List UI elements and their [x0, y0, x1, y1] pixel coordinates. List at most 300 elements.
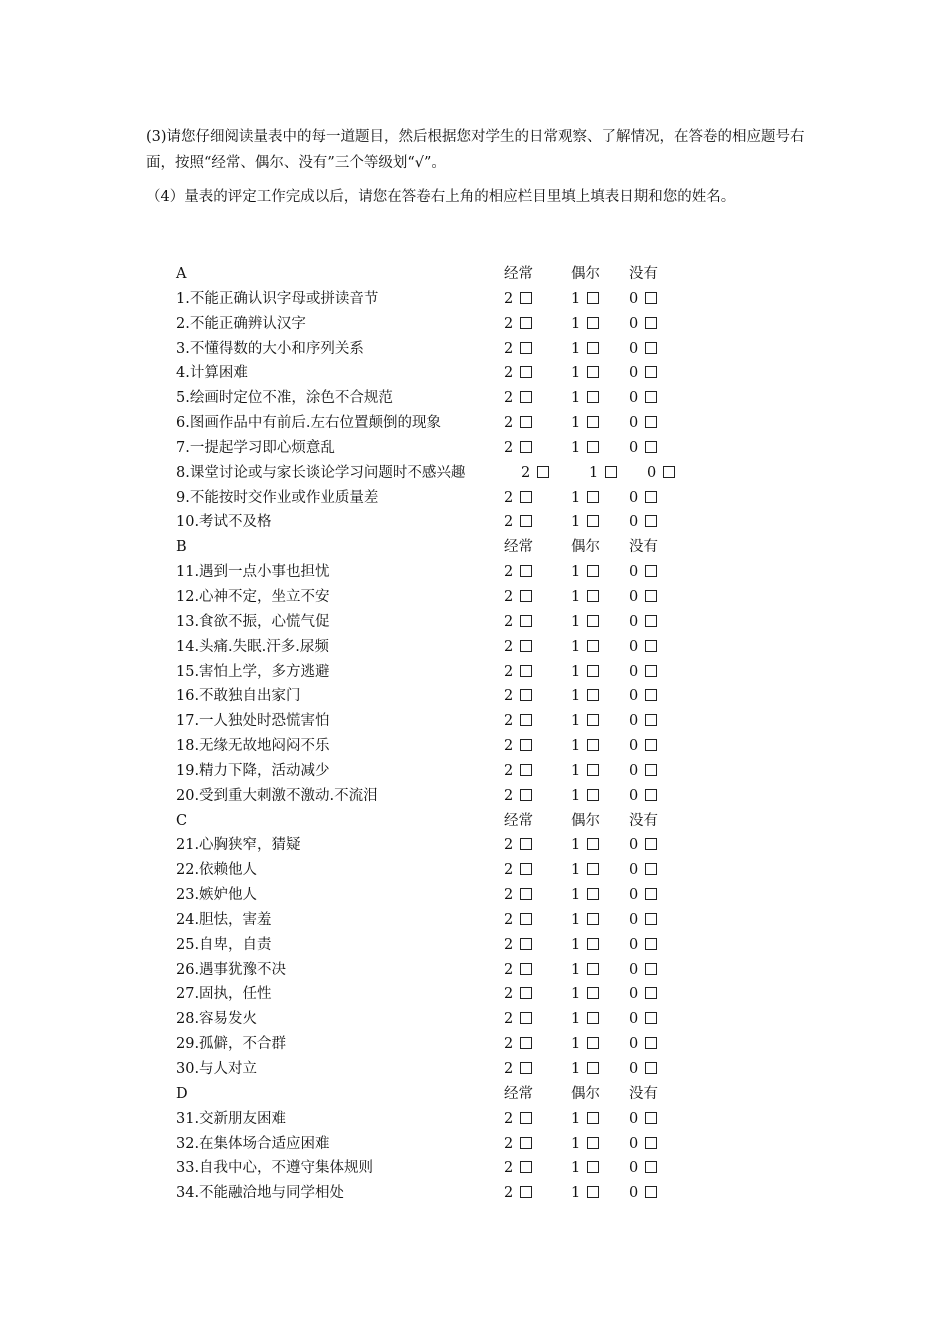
- score-value: 0: [629, 638, 639, 655]
- checkbox[interactable]: [520, 515, 532, 527]
- checkbox[interactable]: [587, 764, 599, 776]
- checkbox[interactable]: [605, 466, 617, 478]
- checkbox[interactable]: [520, 491, 532, 503]
- checkbox[interactable]: [645, 888, 657, 900]
- checkbox[interactable]: [520, 913, 532, 925]
- rating-option: [504, 759, 532, 784]
- question-row: [176, 386, 696, 411]
- rating-option: [504, 883, 532, 908]
- checkbox[interactable]: [520, 1186, 532, 1198]
- score-value: 2: [504, 1185, 514, 1202]
- checkbox[interactable]: [520, 1137, 532, 1149]
- score-value: 1: [571, 390, 581, 407]
- rating-option: [629, 1132, 657, 1157]
- checkbox[interactable]: [520, 366, 532, 378]
- score-value: 1: [571, 986, 581, 1003]
- score-value: 0: [629, 936, 639, 953]
- column-label: 没有: [629, 812, 658, 829]
- checkbox[interactable]: [587, 491, 599, 503]
- checkbox[interactable]: [587, 888, 599, 900]
- score-value: 2: [504, 986, 514, 1003]
- checkbox[interactable]: [520, 565, 532, 577]
- score-value: 1: [571, 887, 581, 904]
- checkbox[interactable]: [645, 714, 657, 726]
- rating-option: [504, 361, 532, 386]
- checkbox[interactable]: [520, 987, 532, 999]
- score-value: 0: [629, 613, 639, 630]
- question-row: [176, 1057, 696, 1082]
- rating-option: [571, 709, 599, 734]
- checkbox[interactable]: [587, 1012, 599, 1024]
- rating-option: [571, 1107, 599, 1132]
- rating-option: [571, 337, 599, 362]
- checkbox[interactable]: [587, 913, 599, 925]
- question-row: [176, 560, 696, 585]
- rating-option: [504, 560, 532, 585]
- checkbox[interactable]: [520, 838, 532, 850]
- rating-option: [647, 461, 675, 486]
- score-value: 2: [504, 1011, 514, 1028]
- rating-option: [629, 660, 657, 685]
- score-value: 0: [629, 315, 639, 332]
- score-value: 0: [629, 663, 639, 680]
- checkbox[interactable]: [587, 1161, 599, 1173]
- rating-option: [571, 660, 599, 685]
- score-value: 1: [571, 439, 581, 456]
- checkbox[interactable]: [587, 987, 599, 999]
- checkbox[interactable]: [587, 590, 599, 602]
- rating-option: [504, 1132, 532, 1157]
- score-value: 2: [504, 1110, 514, 1127]
- question-row: [176, 858, 696, 883]
- rating-option: [629, 1007, 657, 1032]
- question-row: [176, 734, 696, 759]
- column-label: 没有: [629, 266, 658, 282]
- question-text: 23.嫉妒他人: [176, 887, 258, 904]
- checkbox[interactable]: [587, 963, 599, 975]
- question-text: 12.心神不定，坐立不安: [176, 588, 330, 605]
- score-value: 0: [647, 464, 657, 481]
- score-value: 1: [571, 564, 581, 581]
- checkbox[interactable]: [645, 590, 657, 602]
- rating-option: [571, 784, 599, 809]
- score-value: 1: [571, 936, 581, 953]
- rating-option: [629, 560, 657, 585]
- checkbox[interactable]: [587, 441, 599, 453]
- rating-option: [629, 684, 657, 709]
- rating-option: [629, 709, 657, 734]
- question-text: 30.与人对立: [176, 1061, 258, 1077]
- checkbox[interactable]: [520, 665, 532, 677]
- score-value: 1: [571, 1011, 581, 1028]
- question-text: 24.胆怯，害羞: [176, 911, 272, 928]
- checkbox[interactable]: [520, 863, 532, 875]
- checkbox[interactable]: [587, 1186, 599, 1198]
- checkbox[interactable]: [645, 366, 657, 378]
- score-value: 1: [571, 1160, 581, 1177]
- rating-option: [571, 1181, 599, 1206]
- rating-option: [571, 858, 599, 883]
- rating-option: [629, 759, 657, 784]
- checkbox[interactable]: [587, 1137, 599, 1149]
- rating-option: [629, 312, 657, 337]
- instructions: [146, 124, 826, 210]
- score-value: 2: [504, 887, 514, 904]
- checkbox[interactable]: [587, 689, 599, 701]
- rating-option: [504, 312, 532, 337]
- score-value: 1: [571, 415, 581, 432]
- checkbox[interactable]: [587, 863, 599, 875]
- checkbox[interactable]: [645, 789, 657, 801]
- checkbox[interactable]: [645, 1062, 657, 1074]
- score-value: 1: [571, 713, 581, 730]
- question-row: [176, 883, 696, 908]
- score-value: 2: [504, 564, 514, 581]
- rating-option: [629, 585, 657, 610]
- checkbox[interactable]: [587, 714, 599, 726]
- checkbox[interactable]: [587, 640, 599, 652]
- rating-option: [571, 312, 599, 337]
- checkbox[interactable]: [645, 987, 657, 999]
- score-value: 0: [629, 365, 639, 382]
- rating-option: [504, 1181, 532, 1206]
- question-text: 31.交新朋友困难: [176, 1110, 287, 1127]
- score-value: 2: [504, 588, 514, 605]
- rating-option: [629, 1032, 657, 1057]
- checkbox[interactable]: [520, 1062, 532, 1074]
- checkbox[interactable]: [663, 466, 675, 478]
- checkbox[interactable]: [520, 689, 532, 701]
- score-value: 2: [504, 1135, 514, 1152]
- question-text: 25.自卑，自责: [176, 936, 272, 953]
- score-value: 2: [504, 489, 514, 506]
- checkbox[interactable]: [587, 1062, 599, 1074]
- score-value: 2: [504, 911, 514, 928]
- checkbox[interactable]: [587, 665, 599, 677]
- question-row: [176, 1007, 696, 1032]
- checkbox[interactable]: [520, 416, 532, 428]
- rating-option: [629, 411, 657, 436]
- rating-option: [629, 982, 657, 1007]
- instruction-3: (3)请您仔细阅读量表中的每一道题目，然后根据您对学生的日常观察、了解情况，在答卷的相应题号右面，按照“经常、偶尔、没有”三个等级划“√”。: [146, 129, 805, 171]
- score-value: 0: [629, 713, 639, 730]
- question-row: [176, 361, 696, 386]
- rating-option: [571, 1132, 599, 1157]
- question-row: [176, 436, 696, 461]
- rating-option: [629, 908, 657, 933]
- rating-option: [504, 858, 532, 883]
- rating-option: [629, 958, 657, 983]
- checkbox[interactable]: [645, 317, 657, 329]
- score-value: 2: [504, 340, 514, 357]
- rating-option: [571, 585, 599, 610]
- score-value: 2: [504, 1160, 514, 1177]
- checkbox[interactable]: [645, 391, 657, 403]
- rating-option: [571, 933, 599, 958]
- score-value: 1: [571, 315, 581, 332]
- rating-option: [504, 660, 532, 685]
- checkbox[interactable]: [587, 615, 599, 627]
- score-value: 1: [571, 1110, 581, 1127]
- question-text: 15.害怕上学，多方逃避: [176, 663, 330, 680]
- rating-option: [504, 982, 532, 1007]
- checkbox[interactable]: [645, 565, 657, 577]
- checkbox[interactable]: [645, 1161, 657, 1173]
- score-value: 1: [589, 464, 599, 481]
- rating-option: [504, 1156, 532, 1181]
- rating-option: [571, 610, 599, 635]
- checkbox[interactable]: [645, 863, 657, 875]
- score-value: 2: [504, 837, 514, 854]
- checkbox[interactable]: [587, 739, 599, 751]
- score-value: 2: [504, 1036, 514, 1053]
- checkbox[interactable]: [587, 292, 599, 304]
- score-value: 0: [629, 1061, 639, 1077]
- rating-option: [504, 436, 532, 461]
- checkbox[interactable]: [587, 938, 599, 950]
- question-text: 32.在集体场合适应困难: [176, 1135, 330, 1152]
- score-value: 0: [629, 1160, 639, 1177]
- checkbox[interactable]: [520, 764, 532, 776]
- rating-option: [504, 510, 532, 535]
- rating-option: [571, 411, 599, 436]
- rating-option: [504, 933, 532, 958]
- score-value: 1: [571, 1036, 581, 1053]
- question-row: [176, 635, 696, 660]
- checkbox[interactable]: [645, 1186, 657, 1198]
- checkbox[interactable]: [587, 416, 599, 428]
- question-text: 16.不敢独自出家门: [176, 688, 301, 705]
- question-row: [176, 585, 696, 610]
- checkbox[interactable]: [645, 1037, 657, 1049]
- question-row: [176, 411, 696, 436]
- score-value: 0: [629, 738, 639, 755]
- score-value: 0: [629, 911, 639, 928]
- question-text: 33.自我中心，不遵守集体规则: [176, 1160, 374, 1177]
- score-value: 2: [504, 787, 514, 804]
- checkbox[interactable]: [520, 615, 532, 627]
- score-value: 1: [571, 663, 581, 680]
- checkbox[interactable]: [645, 938, 657, 950]
- checkbox[interactable]: [520, 1112, 532, 1124]
- rating-option: [571, 883, 599, 908]
- checkbox[interactable]: [645, 491, 657, 503]
- checkbox[interactable]: [645, 441, 657, 453]
- checkbox[interactable]: [645, 665, 657, 677]
- score-value: 1: [571, 340, 581, 357]
- question-text: 27.固执，任性: [176, 986, 272, 1003]
- score-value: 0: [629, 1135, 639, 1152]
- score-value: 0: [629, 986, 639, 1003]
- rating-option: [571, 635, 599, 660]
- section-name: D: [176, 1085, 188, 1102]
- checkbox[interactable]: [587, 366, 599, 378]
- score-value: 1: [571, 787, 581, 804]
- checkbox[interactable]: [645, 640, 657, 652]
- score-value: 1: [571, 762, 581, 779]
- score-value: 2: [504, 613, 514, 630]
- question-text: 14.头痛.失眠.汗多.尿频: [176, 638, 329, 655]
- score-value: 1: [571, 961, 581, 978]
- question-row: [176, 958, 696, 983]
- rating-option: [504, 833, 532, 858]
- checkbox[interactable]: [645, 615, 657, 627]
- checkbox[interactable]: [520, 888, 532, 900]
- checkbox[interactable]: [520, 1037, 532, 1049]
- checkbox[interactable]: [645, 689, 657, 701]
- column-label: 没有: [629, 1085, 658, 1102]
- checkbox[interactable]: [645, 342, 657, 354]
- score-value: 2: [521, 464, 531, 481]
- checkbox[interactable]: [645, 739, 657, 751]
- score-value: 1: [571, 290, 581, 307]
- checkbox[interactable]: [587, 789, 599, 801]
- checkbox[interactable]: [520, 441, 532, 453]
- checkbox[interactable]: [645, 838, 657, 850]
- rating-option: [571, 560, 599, 585]
- rating-option: [571, 759, 599, 784]
- checkbox[interactable]: [645, 416, 657, 428]
- checkbox[interactable]: [587, 317, 599, 329]
- rating-option: [629, 436, 657, 461]
- score-value: 0: [629, 688, 639, 705]
- rating-option: [629, 933, 657, 958]
- score-value: 1: [571, 489, 581, 506]
- rating-option: [504, 585, 532, 610]
- rating-option: [629, 635, 657, 660]
- score-value: 0: [629, 439, 639, 456]
- score-value: 0: [629, 290, 639, 307]
- rating-option: [504, 784, 532, 809]
- question-row: [176, 982, 696, 1007]
- question-row: [176, 461, 696, 486]
- question-text: 18.无缘无故地闷闷不乐: [176, 738, 330, 755]
- column-label: 经常: [504, 539, 533, 556]
- checkbox[interactable]: [587, 515, 599, 527]
- question-row: [176, 709, 696, 734]
- checkbox[interactable]: [645, 963, 657, 975]
- checkbox[interactable]: [587, 1112, 599, 1124]
- checkbox[interactable]: [520, 590, 532, 602]
- checkbox[interactable]: [645, 1012, 657, 1024]
- checkbox[interactable]: [520, 1161, 532, 1173]
- score-value: 0: [629, 415, 639, 432]
- checkbox[interactable]: [520, 342, 532, 354]
- checkbox[interactable]: [520, 1012, 532, 1024]
- score-value: 2: [504, 762, 514, 779]
- rating-option: [571, 982, 599, 1007]
- checkbox[interactable]: [587, 1037, 599, 1049]
- rating-option: [504, 1057, 532, 1082]
- score-value: 1: [571, 1135, 581, 1152]
- rating-option: [504, 337, 532, 362]
- section-header: [176, 1082, 696, 1107]
- rating-option: [629, 510, 657, 535]
- checkbox[interactable]: [645, 913, 657, 925]
- question-row: [176, 759, 696, 784]
- checkbox[interactable]: [520, 292, 532, 304]
- score-value: 0: [629, 1011, 639, 1028]
- checkbox[interactable]: [587, 391, 599, 403]
- column-label: 经常: [504, 812, 533, 829]
- score-value: 0: [629, 390, 639, 407]
- rating-scale: [176, 262, 696, 1206]
- question-row: [176, 660, 696, 685]
- score-value: 0: [629, 961, 639, 978]
- rating-option: [571, 287, 599, 312]
- score-value: 2: [504, 862, 514, 879]
- score-value: 1: [571, 638, 581, 655]
- checkbox[interactable]: [587, 565, 599, 577]
- score-value: 1: [571, 613, 581, 630]
- score-value: 0: [629, 588, 639, 605]
- rating-option: [571, 486, 599, 511]
- checkbox[interactable]: [537, 466, 549, 478]
- rating-option: [571, 908, 599, 933]
- score-value: 0: [629, 1185, 639, 1202]
- rating-option: [571, 1007, 599, 1032]
- rating-option: [504, 287, 532, 312]
- checkbox[interactable]: [520, 640, 532, 652]
- score-value: 1: [571, 911, 581, 928]
- question-row: [176, 1181, 696, 1206]
- checkbox[interactable]: [520, 963, 532, 975]
- checkbox[interactable]: [520, 391, 532, 403]
- checkbox[interactable]: [587, 342, 599, 354]
- question-row: [176, 337, 696, 362]
- question-row: [176, 784, 696, 809]
- checkbox[interactable]: [645, 764, 657, 776]
- checkbox[interactable]: [520, 714, 532, 726]
- question-row: [176, 287, 696, 312]
- rating-option: [504, 610, 532, 635]
- question-text: 1.不能正确认识字母或拼读音节: [176, 290, 379, 307]
- checkbox[interactable]: [645, 292, 657, 304]
- column-label: 经常: [504, 266, 533, 282]
- rating-option: [629, 1057, 657, 1082]
- checkbox[interactable]: [645, 1137, 657, 1149]
- rating-option: [629, 858, 657, 883]
- rating-option: [504, 1032, 532, 1057]
- question-row: [176, 1032, 696, 1057]
- score-value: 0: [629, 762, 639, 779]
- score-value: 2: [504, 439, 514, 456]
- question-text: 11.遇到一点小事也担忧: [176, 564, 330, 581]
- checkbox[interactable]: [587, 838, 599, 850]
- checkbox[interactable]: [520, 938, 532, 950]
- score-value: 2: [504, 663, 514, 680]
- rating-option: [629, 734, 657, 759]
- rating-option: [629, 784, 657, 809]
- checkbox[interactable]: [645, 1112, 657, 1124]
- checkbox[interactable]: [520, 317, 532, 329]
- score-value: 2: [504, 365, 514, 382]
- question-text: 8.课堂讨论或与家长谈论学习问题时不感兴趣: [176, 464, 466, 481]
- score-value: 2: [504, 390, 514, 407]
- checkbox[interactable]: [645, 515, 657, 527]
- question-text: 3.不懂得数的大小和序列关系: [176, 340, 364, 357]
- column-label: 偶尔: [571, 1085, 600, 1102]
- checkbox[interactable]: [520, 739, 532, 751]
- rating-option: [629, 386, 657, 411]
- rating-option: [571, 734, 599, 759]
- checkbox[interactable]: [520, 789, 532, 801]
- score-value: 1: [571, 1061, 581, 1077]
- rating-option: [571, 1156, 599, 1181]
- rating-option: [629, 337, 657, 362]
- score-value: 0: [629, 340, 639, 357]
- score-value: 0: [629, 787, 639, 804]
